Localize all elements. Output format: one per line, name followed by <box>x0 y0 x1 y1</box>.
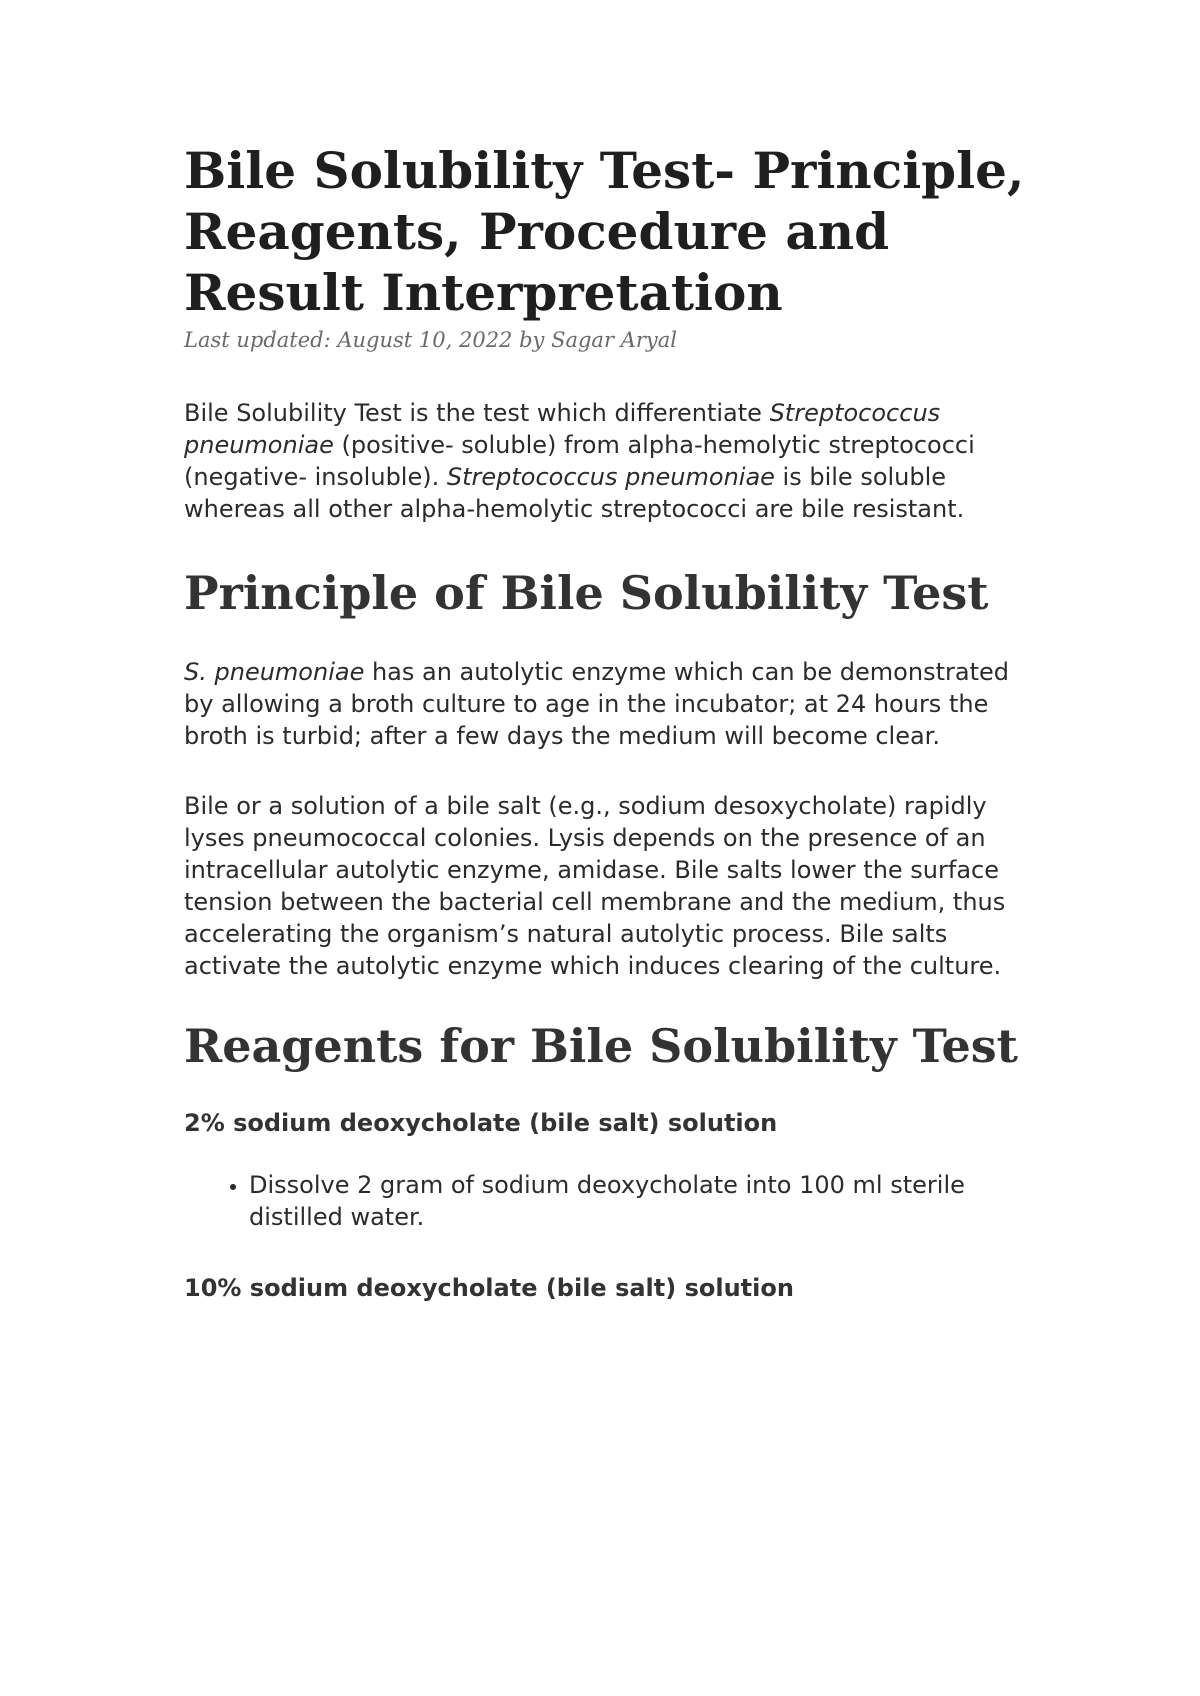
reagent-10-percent-heading: 10% sodium deoxycholate (bile salt) solution <box>184 1274 794 1302</box>
article <box>184 140 1034 1304</box>
principle-paragraph-1 <box>184 656 1034 752</box>
intro-text-3: is bile soluble whereas all other alpha-hemolytic streptococci are bile resistant. <box>184 463 965 523</box>
intro-text-1: Bile Solubility Test is the test which differentiate <box>184 399 770 427</box>
principle-paragraph-2: Bile or a solution of a bile salt (e.g., sodium desoxycholate) rapidly lyses pneumococcal colonies. Lysis depends on the presence of an intracellular autolytic enzyme, amidase. Bile salts lower the surface tension between the bacterial cell membrane and the medium, thus accelerating the organism’s natural autolytic process. Bile salts activate the autolytic enzyme which induces clearing of the culture. <box>184 792 1006 980</box>
intro-organism-1: Streptococcus pneumoniae <box>184 399 941 459</box>
reagent-2-percent-list <box>184 1169 1034 1233</box>
article-meta: Last updated: August 10, 2022 by Sagar Aryal <box>184 328 677 352</box>
reagent-2-percent-heading: 2% sodium deoxycholate (bile salt) solution <box>184 1109 778 1137</box>
list-item: • Dissolve 2 gram of sodium deoxycholate into 100 ml sterile distilled water. <box>249 1169 1034 1233</box>
intro-text-2: (positive- soluble) from alpha-hemolytic streptococci (negative- insoluble). <box>184 431 975 491</box>
principle-text-1: has an autolytic enzyme which can be demonstrated by allowing a broth culture to age in the incubator; at 24 hours the broth is turbid; after a few days the medium will become clear. <box>184 658 1009 750</box>
principle-organism: S. pneumoniae <box>184 658 365 686</box>
intro-organism-2: Streptococcus pneumoniae <box>446 463 775 491</box>
reagents-heading: Reagents for Bile Solubility Test <box>184 1019 1018 1073</box>
article-title: Bile Solubility Test- Principle, Reagents, Procedure and Result Interpretation <box>184 141 1025 322</box>
intro-paragraph <box>184 397 1034 525</box>
principle-heading: Principle of Bile Solubility Test <box>184 566 989 620</box>
